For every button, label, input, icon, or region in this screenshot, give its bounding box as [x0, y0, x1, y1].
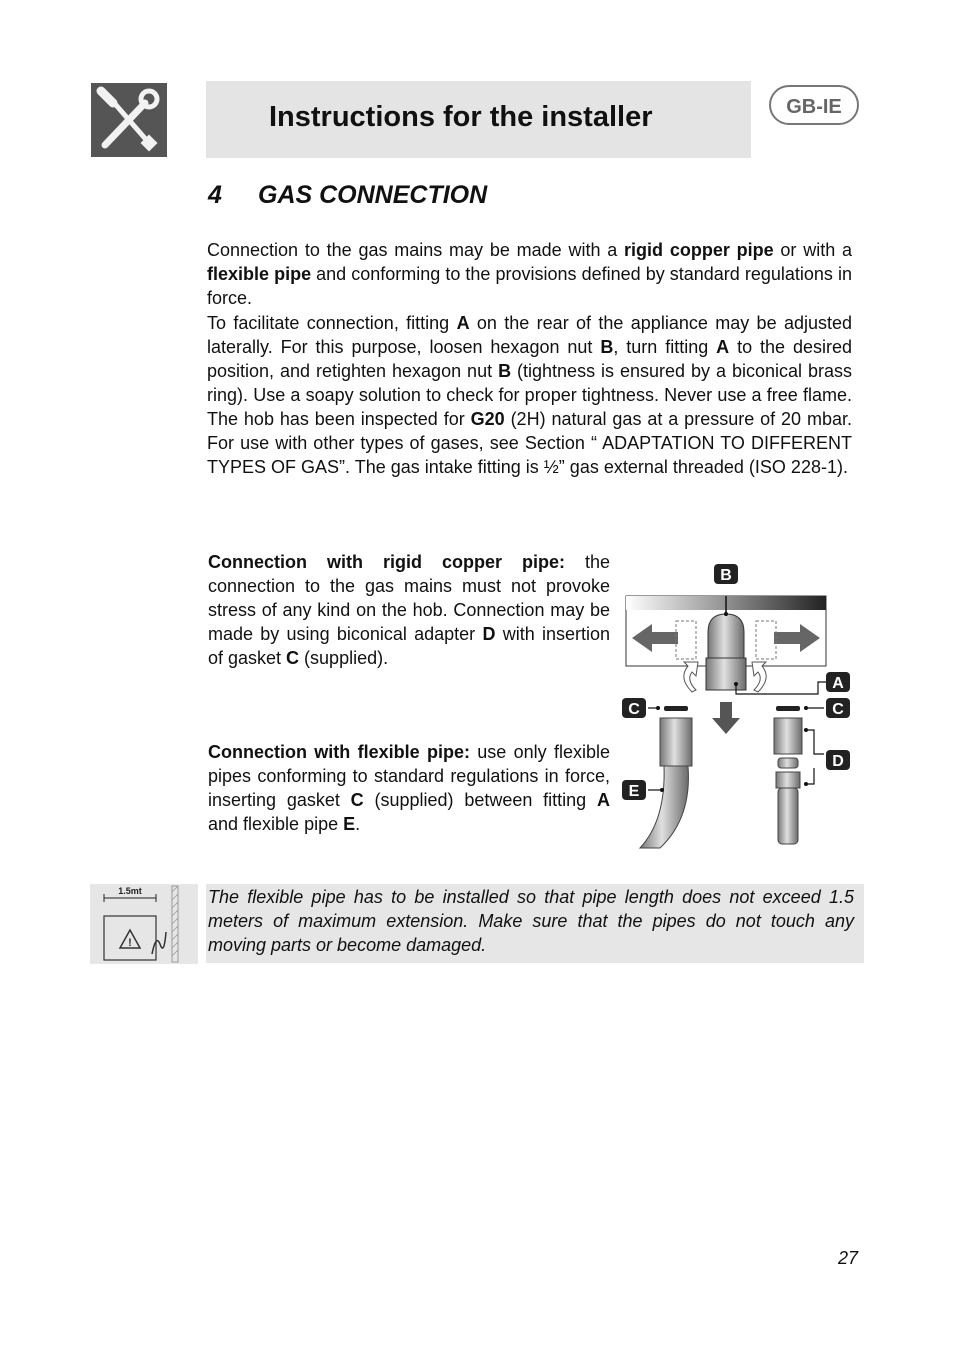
rigid-pipe-paragraph: Connection with rigid copper pipe: the connection to the gas mains must not provoke stress of any kind on the hob. Connection may be made by using biconical adapter D with insertion of gasket C (supplied).	[208, 552, 610, 668]
label-c-left: C	[628, 701, 640, 718]
page-title: Instructions for the installer	[269, 101, 653, 133]
gasket-c-right	[776, 706, 800, 711]
section-heading	[208, 181, 487, 210]
warning-note	[206, 884, 864, 963]
gasket-c-left	[664, 706, 688, 711]
hex-nut-b	[708, 614, 744, 658]
warning-text: The flexible pipe has to be installed so that pipe length does not exceed 1.5 meters of maximum extension. Make sure that the pipes do not touch any moving parts or become damaged.	[208, 887, 854, 955]
flexible-pipe-paragraph: Connection with flexible pipe: use only flexible pipes conforming to standard regulations in force, inserting gasket C (supplied) between fitting A and flexible pipe E.	[208, 742, 610, 834]
label-b: B	[720, 567, 732, 584]
biconical-adapter-d	[774, 718, 802, 754]
hose-length-warning-icon	[90, 884, 198, 964]
section-number: 4	[208, 181, 222, 209]
label-a: A	[832, 675, 844, 692]
length-label: 1.5mt	[118, 886, 142, 896]
label-c-right: C	[832, 701, 844, 718]
label-e: E	[628, 783, 640, 800]
flexible-pipe-e	[640, 766, 688, 848]
svg-text:!: !	[128, 937, 132, 949]
gas-fitting-diagram	[620, 558, 860, 858]
intro-paragraph-1: Connection to the gas mains may be made with a rigid copper pipe or with a flexible pipe and conforming to the provisions defined by standard regulations in force.	[207, 240, 853, 308]
fitting-a	[706, 658, 746, 690]
copper-pipe	[778, 788, 798, 844]
region-badge: GB-IE	[769, 85, 859, 125]
down-arrow	[712, 702, 740, 734]
tools-icon	[91, 83, 167, 157]
flexible-pipe-nut	[660, 718, 692, 766]
page-number: 27	[838, 1248, 859, 1268]
section-title: GAS CONNECTION	[258, 181, 488, 209]
intro-paragraph-2: To facilitate connection, fitting A on the rear of the appliance may be adjusted laterally. For this purpose, loosen hexagon nut B, turn fitting A to the desired position, and retighten hexagon nut B (tightness is ensured by a biconical brass ring). Use a soapy solution to check for proper tightness. Never use a free flame. The hob has been inspected for G20 (2H) natural gas at a pressure of 20 mbar. For use with other types of gases, see Section “ ADAPTATION TO DIFFERENT TYPES OF GAS”. The gas intake fitting is ½” gas external threaded (ISO 228-1).	[207, 313, 853, 477]
label-d: D	[832, 753, 844, 770]
header-bar	[206, 81, 751, 158]
